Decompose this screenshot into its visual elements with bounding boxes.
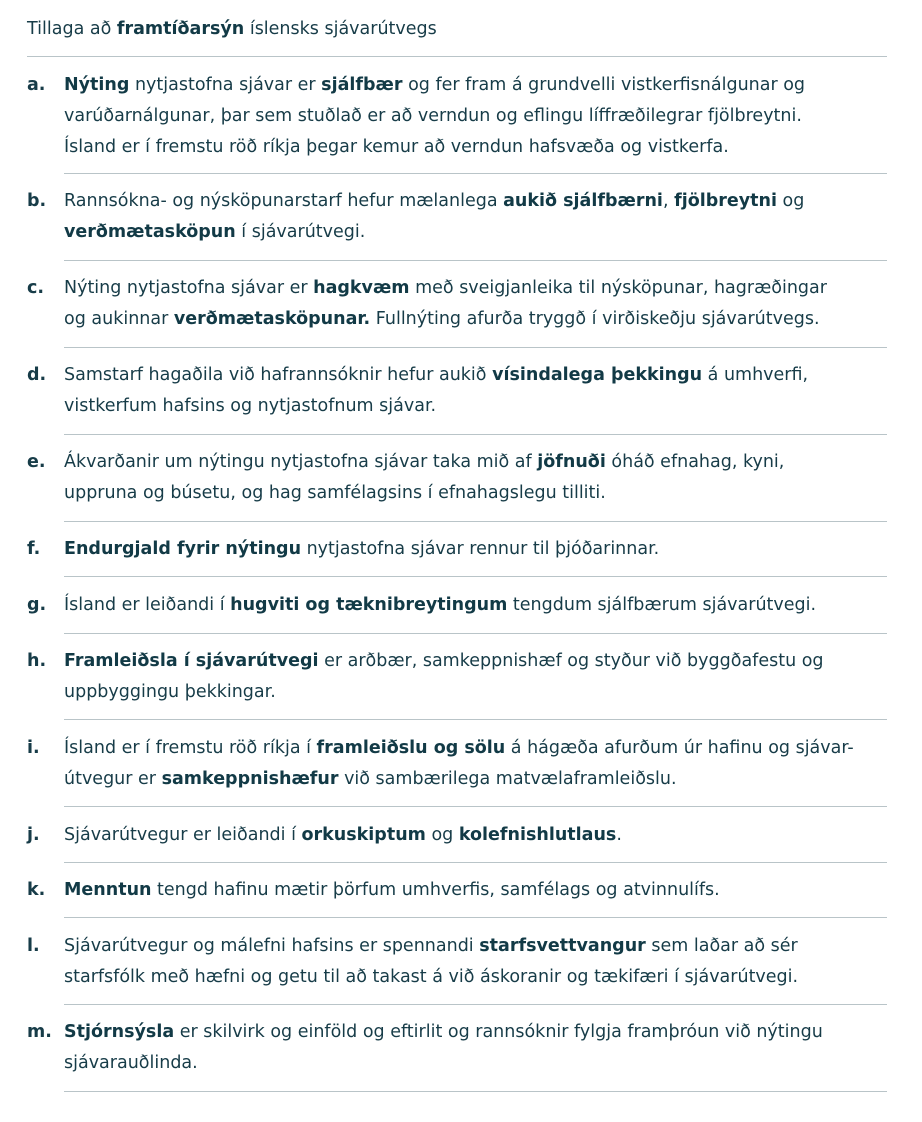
item-text — [64, 931, 887, 993]
item-text-line — [64, 217, 887, 248]
item-divider — [64, 806, 887, 807]
emphasis-text: hagkvæm — [313, 278, 410, 298]
item-letter: h. — [27, 651, 47, 671]
item-letter: k. — [27, 880, 46, 900]
body-text: , — [662, 191, 675, 211]
body-text: tengdum sjálfbærum sjávarútvegi. — [507, 595, 817, 615]
emphasis-text: Framleiðsla í sjávarútvegi — [64, 651, 319, 671]
body-text: Rannsókna- og nýsköpunarstarf hefur mælanlega — [64, 191, 504, 211]
item-text — [64, 186, 887, 248]
body-text: og aukinnar — [64, 309, 174, 329]
item-text — [64, 447, 887, 509]
item-letter: j. — [27, 825, 40, 845]
body-text: er skilvirk og einföld og eftirlit og rannsóknir fylgja framþróun við nýtingu — [174, 1022, 823, 1042]
emphasis-text: kolefnishlutlaus — [458, 825, 617, 845]
emphasis-text: verðmætasköpun — [64, 222, 236, 242]
item-divider — [64, 719, 887, 720]
emphasis-text: Endurgjald fyrir nýtingu — [64, 539, 302, 559]
item-text — [64, 534, 887, 565]
item-divider — [64, 434, 887, 435]
item-text — [64, 820, 887, 851]
emphasis-text: framleiðslu og sölu — [316, 738, 506, 758]
item-letter: a. — [27, 75, 46, 95]
body-text: Ákvarðanir um nýtingu nytjastofna sjávar taka mið af — [64, 452, 538, 472]
body-text: sem laðar að sér — [645, 936, 798, 956]
title-suffix: íslensks sjávarútvegs — [244, 19, 437, 39]
item-text — [64, 590, 887, 621]
emphasis-text: Stjórnsýsla — [64, 1022, 175, 1042]
emphasis-text: fjölbreytni — [674, 191, 777, 211]
item-text-line — [64, 447, 887, 478]
title-emphasis: framtíðarsýn — [116, 19, 245, 39]
item-divider — [64, 917, 887, 918]
body-text: við sambærilega matvælaframleiðslu. — [338, 769, 677, 789]
item-divider — [64, 1091, 887, 1092]
body-text: og — [425, 825, 459, 845]
body-text: sjávarauðlinda. — [64, 1053, 198, 1073]
body-text: nytjastofna sjávar rennur til þjóðarinnar. — [301, 539, 660, 559]
body-text: á hágæða afurðum úr hafinu og sjávar- — [505, 738, 854, 758]
emphasis-text: orkuskiptum — [301, 825, 426, 845]
item-text — [64, 70, 887, 163]
item-letter: f. — [27, 539, 41, 559]
emphasis-text: sjálfbær — [321, 75, 403, 95]
emphasis-text: vísindalega þekkingu — [492, 365, 703, 385]
item-text-line — [64, 962, 887, 993]
item-text — [64, 360, 887, 422]
item-letter: g. — [27, 595, 47, 615]
item-divider — [64, 1004, 887, 1005]
item-text — [64, 733, 887, 795]
item-text-line — [64, 646, 887, 677]
emphasis-text: Nýting — [64, 75, 130, 95]
emphasis-text: jöfnuði — [537, 452, 606, 472]
item-text-line — [64, 132, 887, 163]
item-text — [64, 646, 887, 708]
emphasis-text: verðmætasköpunar. — [173, 309, 371, 329]
item-letter: e. — [27, 452, 46, 472]
item-divider — [64, 521, 887, 522]
item-divider — [64, 576, 887, 577]
item-text-line — [64, 360, 887, 391]
emphasis-text: aukið sjálfbærni — [503, 191, 663, 211]
body-text: starfsfólk með hæfni og getu til að takast á við áskoranir og tækifæri í sjávarútvegi. — [64, 967, 799, 987]
body-text: Ísland er leiðandi í — [64, 595, 231, 615]
item-text-line — [64, 820, 887, 851]
title-prefix: Tillaga að — [27, 19, 117, 39]
title-divider — [27, 56, 887, 57]
body-text: og — [776, 191, 805, 211]
body-text: með sveigjanleika til nýsköpunar, hagræðingar — [409, 278, 827, 298]
body-text: í sjávarútvegi. — [235, 222, 366, 242]
emphasis-text: starfsvettvangur — [479, 936, 646, 956]
body-text: Ísland er í fremstu röð ríkja í — [64, 738, 317, 758]
body-text: er arðbær, samkeppnishæf og styður við byggðafestu og — [318, 651, 824, 671]
emphasis-text: samkeppnishæfur — [161, 769, 339, 789]
body-text: útvegur er — [64, 769, 162, 789]
body-text: Fullnýting afurða tryggð í virðiskeðju sjávarútvegs. — [370, 309, 820, 329]
emphasis-text: hugviti og tæknibreytingum — [230, 595, 508, 615]
item-divider — [64, 347, 887, 348]
item-text-line — [64, 764, 887, 795]
item-divider — [64, 633, 887, 634]
body-text: nytjastofna sjávar er — [129, 75, 322, 95]
item-text-line — [64, 875, 887, 906]
item-letter: i. — [27, 738, 40, 758]
body-text: uppruna og búsetu, og hag samfélagsins í efnahagslegu tilliti. — [64, 483, 606, 503]
item-letter: c. — [27, 278, 45, 298]
item-text-line — [64, 304, 887, 335]
body-text: á umhverfi, — [702, 365, 809, 385]
item-text-line — [64, 534, 887, 565]
item-divider — [64, 862, 887, 863]
body-text: uppbyggingu þekkingar. — [64, 682, 276, 702]
document-title — [27, 17, 887, 41]
item-letter: d. — [27, 365, 47, 385]
item-text-line — [64, 186, 887, 217]
body-text: . — [616, 825, 622, 845]
body-text: Sjávarútvegur og málefni hafsins er spennandi — [64, 936, 480, 956]
item-letter: b. — [27, 191, 47, 211]
body-text: Ísland er í fremstu röð ríkja þegar kemur að verndun hafsvæða og vistkerfa. — [64, 137, 729, 157]
item-divider — [64, 173, 887, 174]
body-text: óháð efnahag, kyni, — [605, 452, 785, 472]
body-text: og fer fram á grundvelli vistkerfisnálgunar og — [402, 75, 806, 95]
item-text-line — [64, 1017, 887, 1048]
item-text-line — [64, 70, 887, 101]
body-text: tengd hafinu mætir þörfum umhverfis, samfélags og atvinnulífs. — [151, 880, 720, 900]
item-text-line — [64, 273, 887, 304]
body-text: varúðarnálgunar, þar sem stuðlað er að verndun og eflingu líffræðilegrar fjölbreytni. — [64, 106, 802, 126]
item-text — [64, 273, 887, 335]
body-text: Samstarf hagaðila við hafrannsóknir hefur aukið — [64, 365, 493, 385]
item-letter: m. — [27, 1022, 52, 1042]
item-text-line — [64, 478, 887, 509]
item-letter: l. — [27, 936, 40, 956]
emphasis-text: Menntun — [64, 880, 152, 900]
body-text: vistkerfum hafsins og nytjastofnum sjávar. — [64, 396, 437, 416]
item-text-line — [64, 590, 887, 621]
item-text-line — [64, 1048, 887, 1079]
item-text-line — [64, 391, 887, 422]
body-text: Sjávarútvegur er leiðandi í — [64, 825, 302, 845]
item-text — [64, 875, 887, 906]
item-text-line — [64, 931, 887, 962]
item-text — [64, 1017, 887, 1079]
item-divider — [64, 260, 887, 261]
body-text: Nýting nytjastofna sjávar er — [64, 278, 314, 298]
item-text-line — [64, 677, 887, 708]
item-text-line — [64, 101, 887, 132]
item-text-line — [64, 733, 887, 764]
